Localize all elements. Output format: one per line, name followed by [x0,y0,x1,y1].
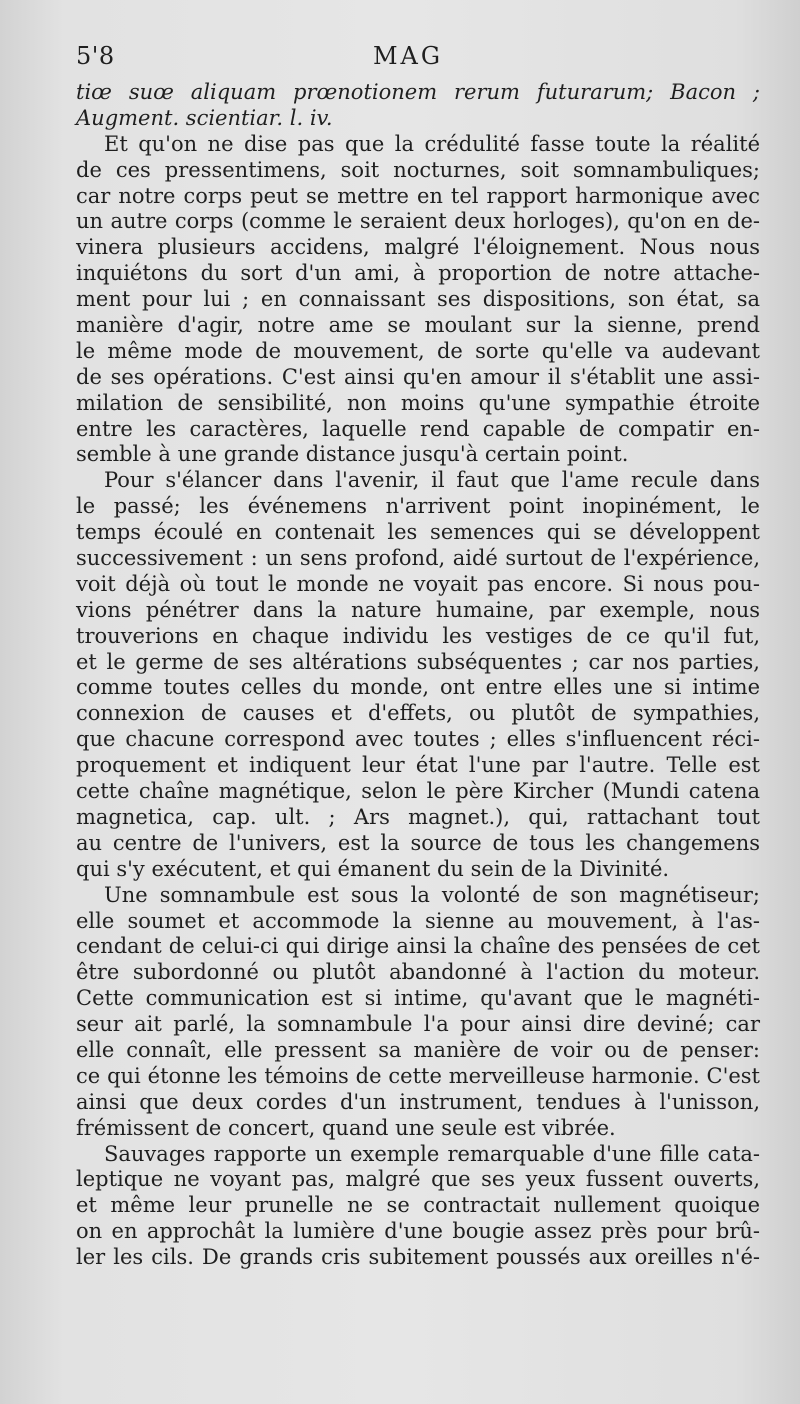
running-head: MAG [372,42,444,70]
text-line: Sauvages rapporte un exemple remarquable d'une fille cata- [104,1141,760,1166]
text-line: cendant de celui-ci qui dirige ainsi la chaîne des pensées de cet [76,934,760,959]
page-header [76,42,740,78]
text-line: temps écoulé en contenait les semences qui se développent [76,520,760,545]
text-line: frémissent de concert, quand une seule est vibrée. [76,1115,616,1140]
text-line: elle connaît, elle pressent sa manière de voir ou de penser: [76,1037,760,1062]
text-line: ainsi que deux cordes d'un instrument, tendues à l'unisson, [76,1089,760,1114]
text-line: leptique ne voyant pas, malgré que ses yeux fussent ouverts, [76,1167,760,1192]
text-line: qui s'y exécutent, et qui émanent du sein de la Divinité. [76,856,670,881]
text-line: entre les caractères, laquelle rend capable de compatir en- [76,416,760,441]
text-line: tiœ suœ aliquam prœnotionem rerum futurarum; Bacon ; [76,80,760,104]
text-line: comme toutes celles du monde, ont entre elles une si intime [76,675,760,700]
text-line: semble à une grande distance jusqu'à certain point. [76,442,629,467]
page-number: 5'8 [76,42,115,70]
text-line: vions pénétrer dans la nature humaine, par exemple, nous [76,597,760,622]
text-line: Augment. scientiar. l. iv. [76,105,333,130]
text-line: magnetica, cap. ult. ; Ars magnet.), qui, rattachant tout [76,804,760,829]
text-line: inquiétons du sort d'un ami, à proportion de notre attache- [76,261,760,286]
text-line: trouverions en chaque individu les vestiges de ce qu'il fut, [76,623,760,648]
text-line: Cette communication est si intime, qu'avant que le magnéti- [76,986,760,1011]
text-line: ler les cils. De grands cris subitement poussés aux oreilles n'é- [76,1245,760,1270]
text-line: Et qu'on ne dise pas que la crédulité fasse toute la réalité [104,131,760,156]
text-line: on en approchât la lumière d'une bougie assez près pour brû- [76,1219,760,1244]
text-line: être subordonné ou plutôt abandonné à l'action du moteur. [76,960,760,985]
body-text [76,80,760,1271]
text-line: milation de sensibilité, non moins qu'une sympathie étroite [76,390,760,415]
text-line: le même mode de mouvement, de sorte qu'elle va audevant [76,338,760,363]
text-line: elle soumet et accommode la sienne au mouvement, à l'as- [76,908,760,933]
text-line: que chacune correspond avec toutes ; elles s'influencent réci- [76,727,760,752]
text-line: au centre de l'univers, est la source de tous les changemens [76,830,760,855]
text-line: cette chaîne magnétique, selon le père Kircher (Mundi catena [76,779,760,804]
text-line: et le germe de ses altérations subséquentes ; car nos parties, [76,649,760,674]
text-line: manière d'agir, notre ame se moulant sur la sienne, prend [76,313,760,338]
text-line: seur ait parlé, la somnambule l'a pour ainsi dire deviné; car [76,1012,760,1037]
text-line: et même leur prunelle ne se contractait nullement quoique [76,1193,760,1218]
text-line: le passé; les événemens n'arrivent point inopinément, le [76,494,760,519]
text-line: proquement et indiquent leur état l'une par l'autre. Telle est [76,753,760,778]
text-line: un autre corps (comme le seraient deux horloges), qu'on en de- [76,209,760,234]
text-line: de ses opérations. C'est ainsi qu'en amour il s'établit une assi- [76,364,760,389]
text-line: Pour s'élancer dans l'avenir, il faut que l'ame recule dans [104,468,760,493]
text-line: de ces pressentimens, soit nocturnes, soit somnambuliques; [76,157,760,182]
text-line: Une somnambule est sous la volonté de son magnétiseur; [104,882,760,907]
text-line: car notre corps peut se mettre en tel rapport harmonique avec [76,183,760,208]
text-line: connexion de causes et d'effets, ou plutôt de sympathies, [76,701,760,726]
text-line: vinera plusieurs accidens, malgré l'éloignement. Nous nous [76,235,760,260]
text-line: ment pour lui ; en connaissant ses dispositions, son état, sa [76,287,760,312]
text-line: voit déjà où tout le monde ne voyait pas encore. Si nous pou- [76,571,760,596]
text-line: ce qui étonne les témoins de cette merveilleuse harmonie. C'est [76,1063,760,1088]
text-line: successivement : un sens profond, aidé surtout de l'expérience, [76,546,760,571]
